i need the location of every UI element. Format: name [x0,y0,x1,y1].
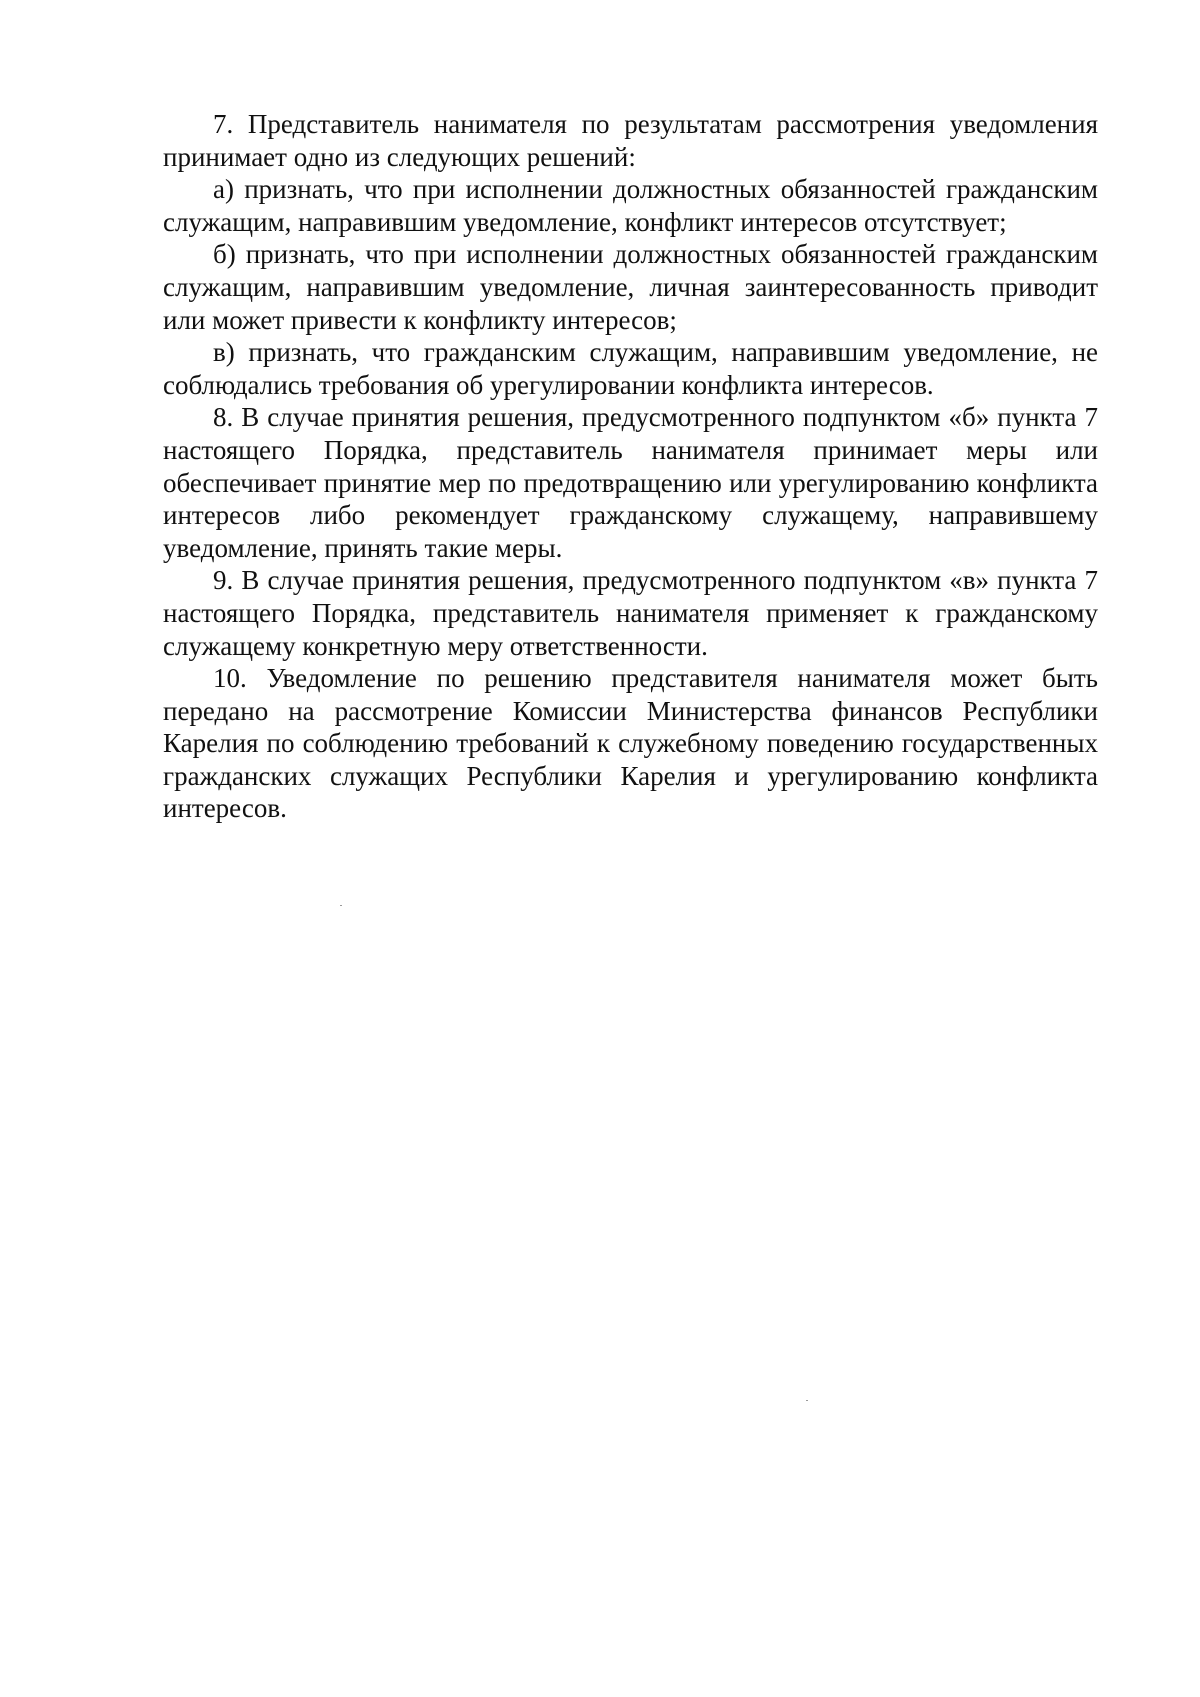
paragraph-7b: б) признать, что при исполнении должностных обязанностей гражданским служащим, направившим уведомление, личная заинтересованность приводит или может привести к конфликту интересов; [163,239,1098,335]
paragraph-7: 7. Представитель нанимателя по результатам рассмотрения уведомления принимает одно из следующих решений: [163,109,1098,172]
paragraph-7a: а) признать, что при исполнении должностных обязанностей гражданским служащим, направившим уведомление, конфликт интересов отсутствует; [163,174,1098,237]
scan-speck [806,1400,808,1401]
scan-speck [340,905,342,906]
document-body [163,108,1098,825]
paragraph-9: 9. В случае принятия решения, предусмотренного подпунктом «в» пункта 7 настоящего Порядка, представитель нанимателя применяет к гражданскому служащему конкретную меру ответственности. [163,565,1098,661]
paragraph-8: 8. В случае принятия решения, предусмотренного подпунктом «б» пункта 7 настоящего Порядка, представитель нанимателя принимает меры или обеспечивает принятие мер по предотвращению или урегулированию конфликта интересов либо рекомендует гражданскому служащему, направившему уведомление, принять такие меры. [163,402,1098,563]
paragraph-10: 10. Уведомление по решению представителя нанимателя может быть передано на рассмотрение Комиссии Министерства финансов Республики Карелия по соблюдению требований к служебному поведению государственных гражданских служащих Республики Карелия и урегулированию конфликта интересов. [163,663,1098,824]
paragraph-7v: в) признать, что гражданским служащим, направившим уведомление, не соблюдались требования об урегулировании конфликта интересов. [163,337,1098,400]
